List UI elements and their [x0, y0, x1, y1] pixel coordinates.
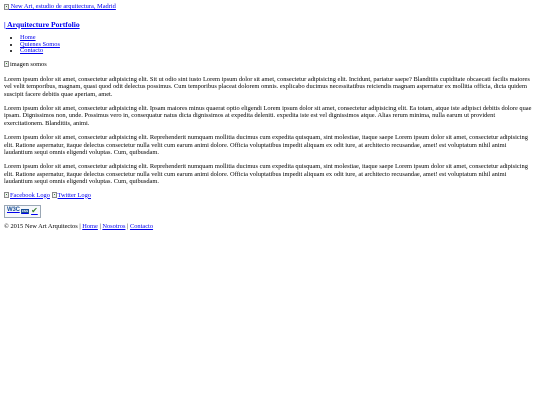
- validator-badge-row: [4, 205, 536, 219]
- header-logo-alt-text: New Art, estudio de arquitectura, Madrid: [10, 3, 116, 10]
- facebook-icon: [4, 192, 9, 198]
- css-label: css: [21, 208, 29, 213]
- w3c-css-validator-badge[interactable]: [4, 205, 41, 218]
- footer-link-nosotros[interactable]: Nosotros: [102, 222, 126, 230]
- hero-image: [4, 61, 536, 69]
- nav-link-home[interactable]: Home: [20, 34, 36, 41]
- facebook-alt-text: Facebook Logo: [10, 191, 50, 199]
- twitter-link[interactable]: [52, 192, 91, 199]
- content-paragraph: Lorem ipsum dolor sit amet, consectetur adipisicing elit. Reprehenderit numquam mollitia ducimus cum expedita quisquam, sint molestiae, itaque saepe Lorem ipsum dolor sit amet, consectetur adipisicing elit. Ratione aspernatur, itaque delectus consectetur nulla velit cum earum animi dolore. Officia voluptatibus impedit aliquam ex odit iure, at architecto recusandae, amet! est voluptatum nihil animi laudantium sequi omnis eligendi voluptas. Cum, quibusdam.: [4, 163, 528, 186]
- footer-copyright: © 2015 New Art Arquitectos: [4, 222, 78, 230]
- nav-link-contacto[interactable]: Contacto: [20, 47, 44, 55]
- broken-image-icon: [4, 4, 9, 10]
- hero-image-alt-text: imagen somos: [10, 60, 47, 68]
- site-title-text: Arquitecture Portfolio: [7, 20, 80, 29]
- footer-link-home[interactable]: Home: [82, 222, 98, 230]
- twitter-alt-text: Twitter Logo: [57, 191, 91, 199]
- twitter-icon: [52, 192, 57, 198]
- content-paragraph: Lorem ipsum dolor sit amet, consectetur adipisicing elit. Sit ut odio sint iusto Lorem ipsum dolor sit amet, consectetur adipisicing elit. Incidunt, pariatur saepe? Blanditiis cupiditate obcaecati facilis maiores vel velit temporibus, magnam, quasi quod odit delectus possimus. Cum temporibus placeat dolorem omnis. explicabo ducimus necessitatibus reiciendis magnam aspernatur ex mollitia officia, dicta quidem suscipit facere debitis quae aperiam, amet.: [4, 75, 530, 98]
- footer-separator: |: [127, 222, 129, 230]
- site-title: [4, 20, 536, 29]
- footer: [4, 223, 536, 230]
- footer-separator: |: [79, 222, 81, 230]
- site-title-prefix: |: [4, 20, 6, 29]
- main-nav: [4, 35, 536, 55]
- broken-image-icon: [4, 61, 9, 67]
- facebook-link[interactable]: [4, 192, 50, 199]
- footer-separator: |: [99, 222, 101, 230]
- nav-link-quienes-somos[interactable]: Quienes Somos: [20, 40, 60, 48]
- main-content: [4, 76, 536, 186]
- page: [4, 3, 536, 230]
- nav-item-contacto: [20, 48, 536, 55]
- content-paragraph: Lorem ipsum dolor sit amet, consectetur adipisicing elit. Reprehenderit numquam mollitia ducimus cum expedita quisquam, sint molestiae, itaque saepe Lorem ipsum dolor sit amet, consectetur adipisicing elit. Ratione aspernatur, itaque delectus consectetur nulla velit cum earum animi dolore. Officia voluptatibus impedit aliquam ex odit iure, at architecto recusandae, amet! est voluptatum nihil animi laudantium sequi omnis eligendi voluptas. Cum, quibusdam.: [4, 134, 528, 157]
- content-paragraph: Lorem ipsum dolor sit amet, consectetur adipisicing elit. Ipsam maiores minus quaerat optio eligendi Lorem ipsum dolor sit amet, consectetur adipisicing elit. Ea totam, atque iste adipisci debitis dolore quae ipsam. Dignissimos non, unde. Possimus vero in, consequatur natus dicta dignissimos at expedita deleniti. expedita iste est vel dignissimos atque. Alias rerum minima, nulla earum ut provident exercitationem. Blanditiis, animi.: [4, 105, 532, 127]
- w3c-logo-text: W3C: [7, 207, 20, 214]
- site-title-link[interactable]: [4, 20, 80, 29]
- footer-link-contacto[interactable]: Contacto: [129, 222, 154, 230]
- header-logo-link[interactable]: [4, 3, 536, 11]
- social-links: [4, 192, 536, 200]
- nav-item-home: [20, 35, 536, 42]
- checkmark-icon: ✔: [31, 206, 38, 216]
- nav-item-quienes-somos: [20, 42, 536, 49]
